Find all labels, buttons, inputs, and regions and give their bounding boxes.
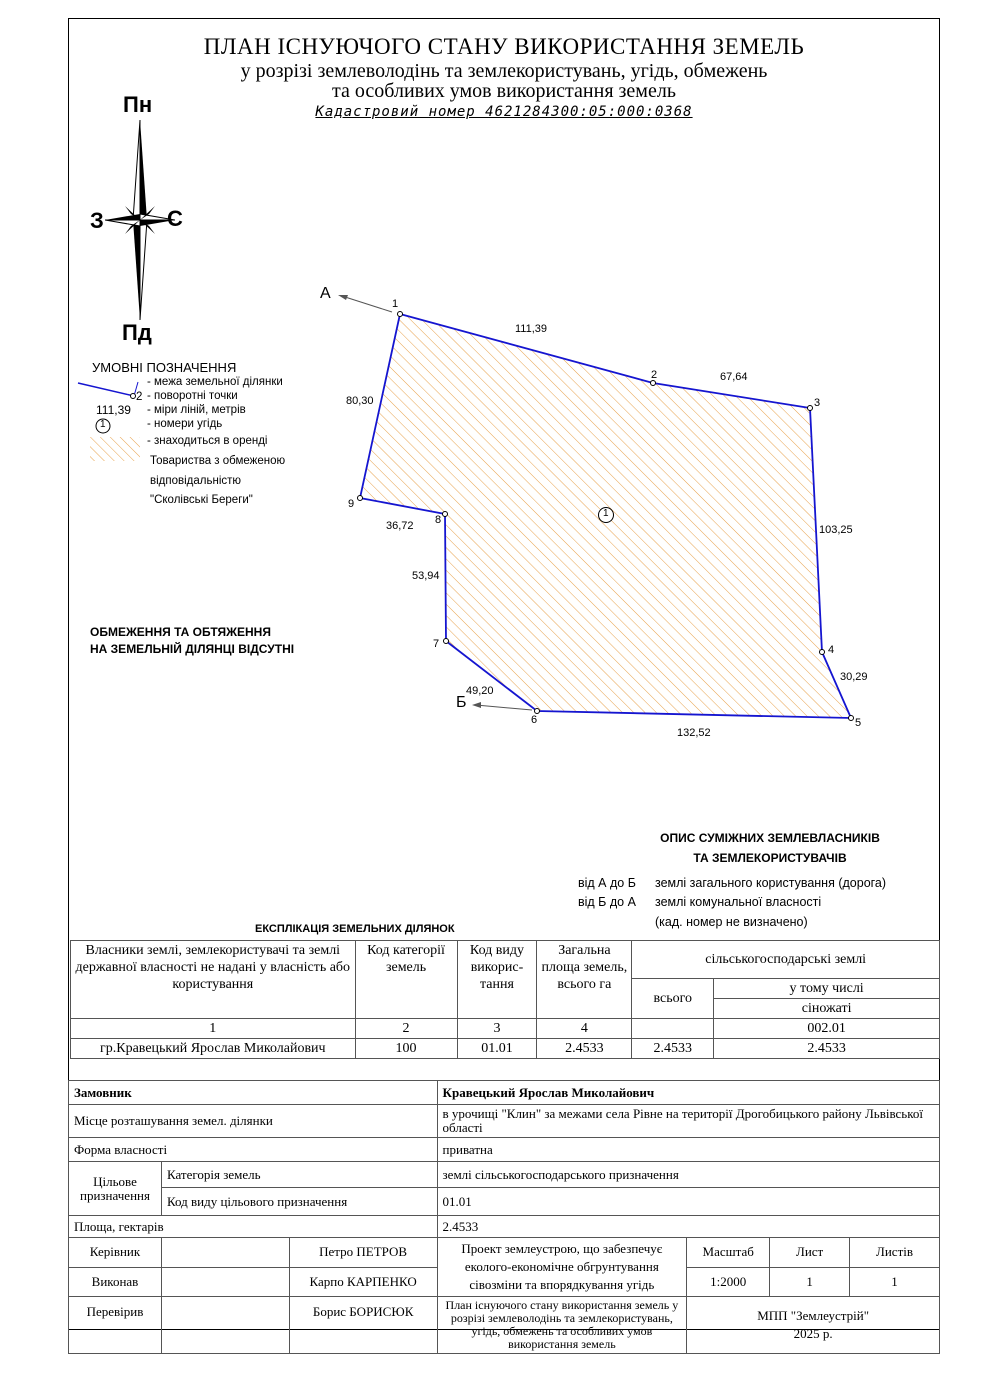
table-cell: 1 [71,1019,356,1039]
turning-point [443,512,448,517]
adjacent-title-1: ОПИС СУМІЖНИХ ЗЕМЛЕВЛАСНИКІВ [660,831,880,845]
location-label: Місце розташування земел. ділянки [69,1105,438,1138]
table-cell: 100 [355,1039,457,1059]
point-label-2: 2 [651,369,658,381]
legend-sample-length: 111,39 [96,403,131,417]
adjacent-note: (кад. номер не визначено) [655,915,808,929]
sheet-value: 1 [770,1267,850,1297]
length-2-3: 67,64 [720,371,748,383]
title-block [68,1080,940,1354]
role-label: Перевірив [69,1297,162,1354]
purpose-label: Цільове призначення [69,1162,162,1216]
role-name: Карпо КАРПЕНКО [289,1267,437,1297]
length-4-5: 30,29 [840,671,868,683]
role-label: Виконав [69,1267,162,1297]
turning-point [808,406,813,411]
legend-lease-line-3: "Сколівські Береги" [150,494,253,506]
turning-point [849,716,854,721]
purpose-code-value: 01.01 [437,1188,939,1216]
adjacent-from-a-b: від А до Б [578,876,636,890]
turning-point [820,650,825,655]
length-9-1: 80,30 [346,395,374,407]
scale-label: Масштаб [687,1238,770,1268]
adjacent-desc-b-a: землі комунальної власності [655,895,822,909]
legend-lease-line-1: Товариства з обмеженою [150,455,286,467]
direction-b-label: Б [456,694,467,711]
restrictions-line-1: ОБМЕЖЕННЯ ТА ОБТЯЖЕННЯ [90,625,271,639]
point-label-8: 8 [435,514,442,526]
table-row [71,1039,940,1059]
compass-west-label: З [90,208,104,233]
restrictions-line-2: НА ЗЕМЕЛЬНІЙ ДІЛЯНЦІ ВІДСУТНІ [90,642,295,656]
table-cell: 002.01 [714,1019,940,1039]
table-cell: 2.4533 [632,1039,714,1059]
header-use: Код виду викорис-тання [457,941,537,1019]
table-cell: 3 [457,1019,537,1039]
category-value: землі сільськогосподарського призначення [437,1162,939,1188]
table-cell [632,1019,714,1039]
plan-subtitle-2: та особливих умов використання земель [332,80,676,102]
point-label-1: 1 [392,298,399,310]
ownership-value: приватна [437,1138,939,1162]
header-hay: сіножаті [714,999,940,1019]
header-owners: Власники землі, землекористувачі та землі державної власності не надані у власність або користування [71,941,356,1019]
explication-title: ЕКСПЛІКАЦІЯ ЗЕМЕЛЬНИХ ДІЛЯНОК [255,923,455,935]
plan-name: План існуючого стану використання земель у розрізі землеволодінь та землекористувань, угідь, обмежень та особливих умов використання земель [437,1297,687,1354]
legend-lease-line-2: відповідальністю [150,475,242,487]
legend-item-lengths: - міри ліній, метрів [147,404,246,416]
role-name: Петро ПЕТРОВ [289,1238,437,1268]
table-cell: 2.4533 [537,1039,632,1059]
table-cell: 01.01 [457,1039,537,1059]
customer-label: Замовник [69,1081,438,1105]
legend-item-points: - поворотні точки [147,390,238,402]
scale-value: 1:2000 [687,1267,770,1297]
table-cell: 2.4533 [714,1039,940,1059]
legend-sample-point: 2 [136,391,143,403]
header-all: всього [632,979,714,1019]
project-name: Проект землеустрою, що забезпечує еколого-економічне обгрунтування сівозміни та впорядкування угідь [437,1238,687,1297]
plan-title: ПЛАН ІСНУЮЧОГО СТАНУ ВИКОРИСТАННЯ ЗЕМЕЛЬ [203,34,805,59]
direction-arrow-b [472,702,532,710]
length-8-9: 36,72 [386,520,414,532]
length-7-8: 53,94 [412,570,440,582]
direction-a-label: А [320,285,331,302]
location-value: в урочищі "Клин" за межами села Рівне на території Дрогобицького району Львівської області [437,1105,939,1138]
turning-point [358,496,363,501]
cadastral-number: Кадастровий номер 4621284300:05:000:0368 [315,104,693,120]
purpose-code-label: Код виду цільового призначення [161,1188,437,1216]
turning-point [535,709,540,714]
signature-cell [161,1267,289,1297]
length-1-2: 111,39 [515,323,548,335]
legend-item-lease: - знаходиться в оренді [147,435,268,447]
explication-table [70,940,940,1059]
company-name: МПП "Землеустрій" [757,1308,870,1323]
point-label-5: 5 [855,717,862,729]
turning-point [444,639,449,644]
turning-point [398,312,403,317]
compass-east-label: С [167,206,183,231]
point-label-6: 6 [531,714,538,726]
adjacent-title-2: ТА ЗЕМЛЕКОРИСТУВАЧІВ [693,851,847,865]
company-year: 2025 р. [793,1326,833,1341]
table-cell: 4 [537,1019,632,1039]
length-5-6: 132,52 [677,727,711,739]
role-name: Борис БОРИСЮК [289,1297,437,1354]
area-value: 2.4533 [437,1216,939,1238]
length-6-7: 49,20 [466,685,494,697]
table-cell: 2 [355,1019,457,1039]
legend-sample-number: 1 [100,419,106,430]
turning-point [651,381,656,386]
area-label: Площа, гектарів [69,1216,438,1238]
sheets-value: 1 [850,1267,940,1297]
role-label: Керівник [69,1238,162,1268]
table-cell: гр.Кравецький Ярослав Миколайович [71,1039,356,1059]
point-label-4: 4 [828,644,835,656]
sheet-label: Лист [770,1238,850,1268]
signature-cell [161,1297,289,1354]
customer-value: Кравецький Ярослав Миколайович [437,1081,939,1105]
point-label-9: 9 [348,498,355,510]
length-3-4: 103,25 [819,524,853,536]
category-label: Категорія земель [161,1162,437,1188]
legend-item-boundary: - межа земельної ділянки [147,376,283,388]
compass-north-label: Пн [123,92,153,117]
point-label-3: 3 [814,397,821,409]
ownership-label: Форма власності [69,1138,438,1162]
adjacent-desc-a-b: землі загального користування (дорога) [655,876,887,890]
table-row-numbers [71,1019,940,1039]
adjacent-from-b-a: від Б до А [578,895,636,909]
header-category: Код категорії земель [355,941,457,1019]
legend-item-numbers: - номери угідь [147,418,223,430]
header-including: у тому числі [714,979,940,999]
company-cell [687,1297,940,1354]
direction-arrow-a [338,295,392,312]
header-total: Загальна площа земель, всього га [537,941,632,1019]
compass-south-label: Пд [122,320,152,345]
parcel-number-label: 1 [603,508,609,519]
signature-cell [161,1238,289,1268]
legend-title: УМОВНІ ПОЗНАЧЕННЯ [92,360,237,375]
sheets-label: Листів [850,1238,940,1268]
header-agri: сільськогосподарські землі [632,941,940,979]
point-label-7: 7 [433,638,440,650]
plan-subtitle-1: у розрізі землеволодінь та землекористувань, угідь, обмежень [240,60,768,82]
